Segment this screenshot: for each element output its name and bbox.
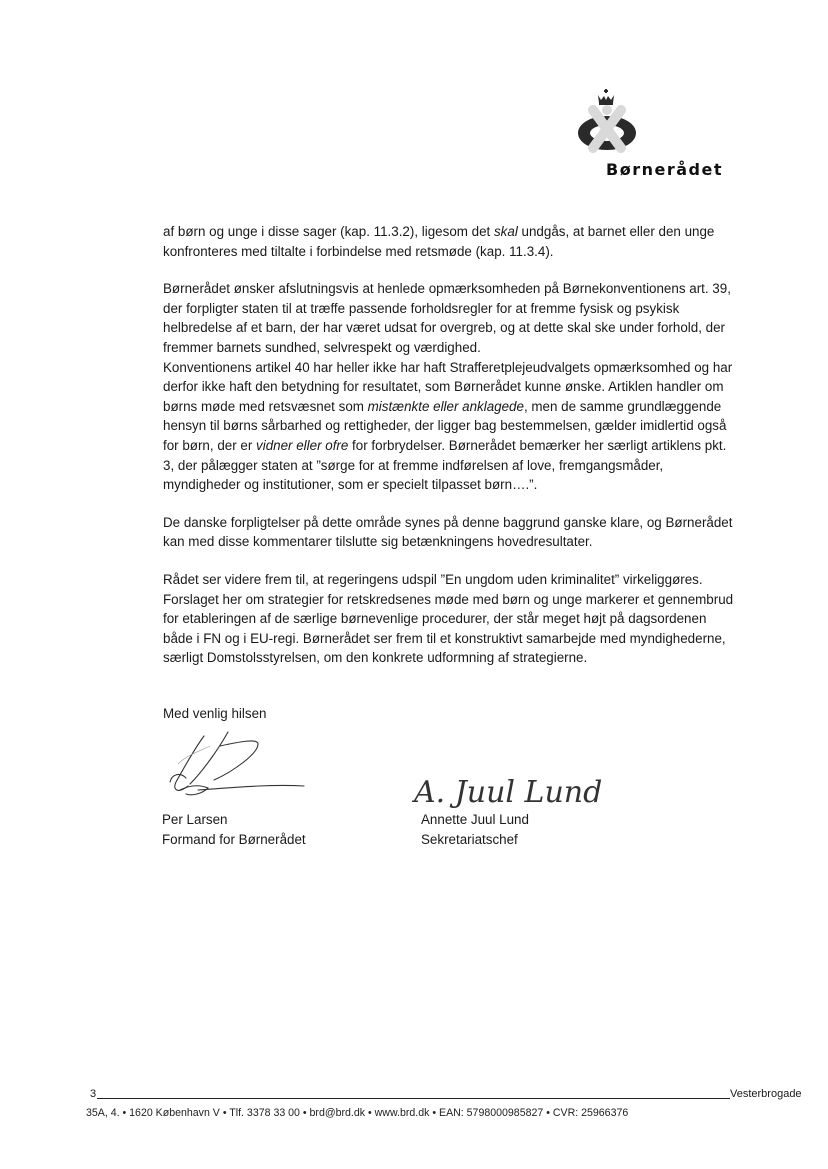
paragraph: Konventionens artikel 40 har heller ikke har haft Strafferetplejeudvalgets opmærksomhed og har derfor ikke haft den betydning for resultatet, som Børnerådet kunne ønske. Artiklen handler om børns møde med retsvæsnet som mistænkte eller anklagede, men de samme grundlæggende hensyn til børns sårbarhed og rettigheder, der ligger bag bestemmelsen, gælder imidlertid også for børn, der er vidner eller ofre for forbrydelser. Børnerådet bemærker her særligt artiklens pkt. 3, der pålægger staten at ”sørge for at fremme indførelsen af love, fremgangsmåder, myndigheder og institutioner, som er specielt tilpasset børn….”. xyxy=(163,359,733,493)
page-number: 3 xyxy=(90,1088,97,1100)
signer-title: Formand for Børnerådet xyxy=(162,832,306,847)
paragraph: De danske forpligtelser på dette område synes på denne baggrund ganske klare, og Børnerådet kan med disse kommentarer tilslutte sig betænkningens hovedresultater. xyxy=(163,514,733,550)
paragraph: Børnerådet ønsker afslutningsvis at henlede opmærksomheden på Børnekonventionens art. 39, der forpligter staten til at træffe passende forholdsregler for at fremme fysisk og psykisk helbredelse af et barn, der har været udsat for overgreb, og at dette skal ske under forhold, der fremmer barnets sundhed, selvrespekt og værdighed. xyxy=(163,281,731,355)
paragraph: Rådet ser videre frem til, at regeringens udspil ”En ungdom uden kriminalitet” virkeliggøres. Forslaget her om strategier for retskredsenes møde med børn og unge markerer et gennembrud for etableringen af de særlige børnevenlige procedurer, der står meget højt på dagsordenen både i FN og i EU-regi. Børnerådet ser frem til et konstruktivt samarbejde med myndighederne, særligt Domstolsstyrelsen, om den konkrete udformning af strategierne. xyxy=(163,571,734,666)
signer-left xyxy=(162,810,306,850)
signer-name: Per Larsen xyxy=(162,812,228,827)
emphasis: skal xyxy=(493,224,518,239)
signature-annette-juul-lund xyxy=(412,768,612,813)
signature-per-larsen xyxy=(158,724,308,804)
footer-street: Vesterbrogade xyxy=(730,1088,802,1100)
signer-title: Sekretariatschef xyxy=(421,832,518,847)
signer-right xyxy=(421,810,529,850)
org-name: Børnerådet xyxy=(606,160,723,179)
footer-rule-line xyxy=(90,1088,822,1104)
svg-text:A. Juul Lund: A. Juul Lund xyxy=(414,775,603,810)
emphasis: mistænkte eller anklagede xyxy=(367,398,524,414)
letter-body xyxy=(163,222,735,686)
crown-x-logo-icon xyxy=(575,86,645,156)
footer-divider xyxy=(97,1098,730,1099)
footer-address: 35A, 4. • 1620 København V • Tlf. 3378 33 00 • brd@brd.dk • www.brd.dk • EAN: 5798000985827 • CVR: 25966376 xyxy=(86,1107,629,1119)
emphasis: vidner eller ofre xyxy=(256,437,349,453)
closing-salutation: Med venlig hilsen xyxy=(163,706,267,721)
signer-name: Annette Juul Lund xyxy=(421,812,529,827)
paragraph: af børn og unge i disse sager (kap. 11.3.2), ligesom det skal undgås, at barnet eller den unge konfronteres med tiltalte i forbindelse med retsmøde (kap. 11.3.4). xyxy=(163,224,715,259)
